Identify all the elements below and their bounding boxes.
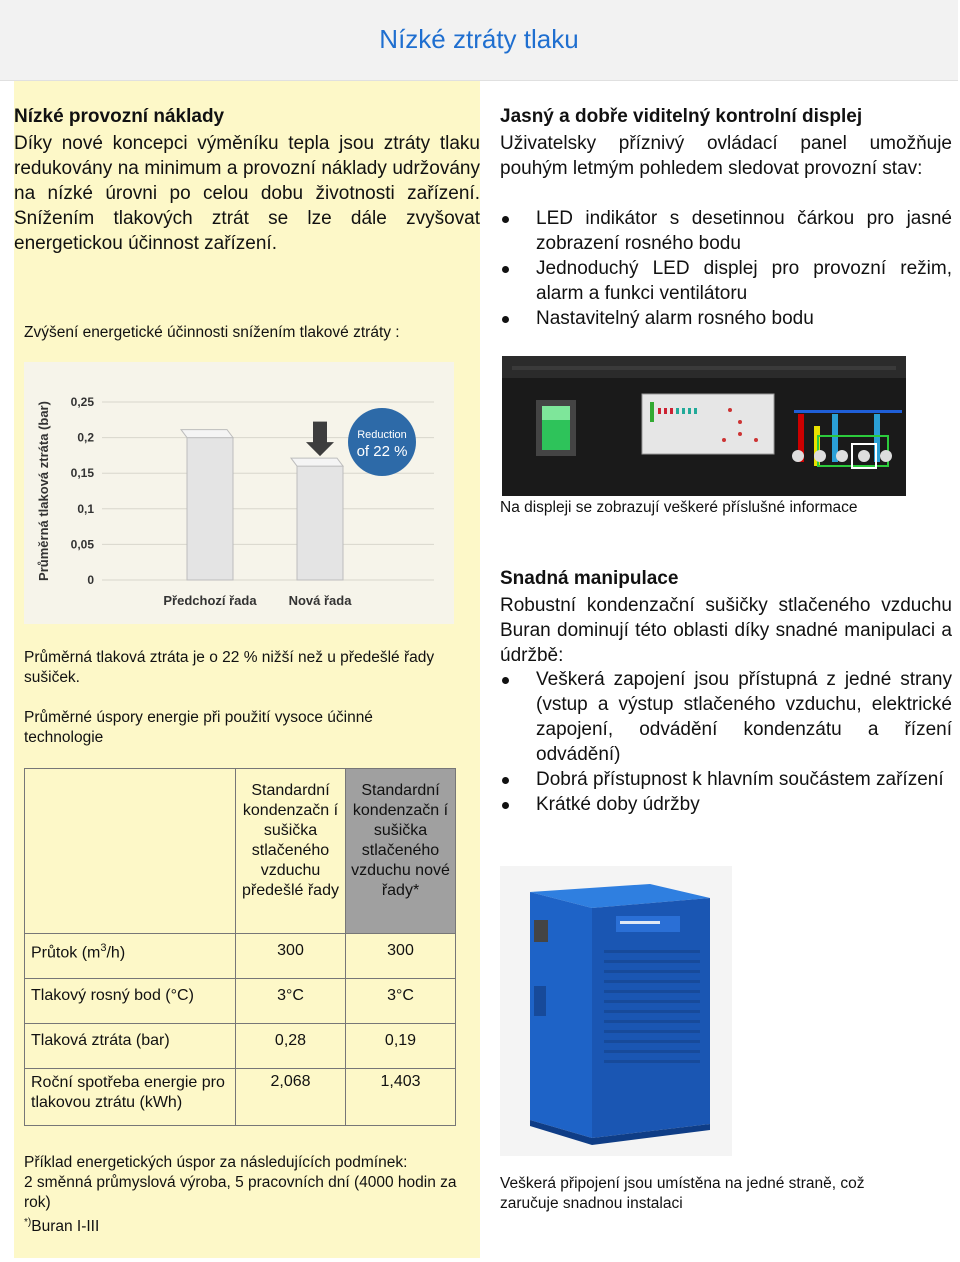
y-tick-label: 0,2 [77, 430, 94, 445]
value-flow-previous: 300 [236, 934, 346, 979]
control-panel-image [502, 356, 906, 496]
product-caption: Veškerá připojení jsou umístěna na jedné straně, což zaručuje snadnou instalaci [500, 1175, 865, 1212]
footnote-line1: Příklad energetických úspor za následujících podmínek: [24, 1154, 408, 1171]
display-heading: Jasný a dobře viditelný kontrolní displej [500, 106, 863, 127]
row-label-energy: Roční spotřeba energie pro tlakovou ztrátu (kWh) [25, 1069, 236, 1126]
value-pressure-drop-new: 0,19 [346, 1024, 456, 1069]
list-item: LED indikátor s desetinnou čárkou pro jasné zobrazení rosného bodu [500, 206, 952, 256]
list-item: Veškerá zapojení jsou přístupná z jedné strany (vstup a výstup stlačeného vzduchu, elektrické zapojení, odvádění kondenzátu a řízení odvádění) [500, 667, 952, 767]
table-row [25, 1069, 456, 1126]
left-heading: Nízké provozní náklady [14, 106, 225, 127]
reduction-badge-line2: of 22 % [356, 443, 408, 460]
y-tick-label: 0,1 [77, 501, 94, 516]
footnote [24, 1153, 469, 1237]
table-header-row [25, 769, 456, 934]
row-label-dewpoint: Tlakový rosný bod (°C) [25, 979, 236, 1024]
display-intro: Uživatelsky příznivý ovládací panel umožňuje pouhým letmým pohledem sledovat provozní stav: [500, 133, 952, 179]
value-energy-previous: 2,068 [236, 1069, 346, 1126]
bar-top [291, 458, 343, 466]
y-tick-label: 0,25 [70, 395, 94, 409]
left-intro: Díky nové koncepci výměníku tepla jsou ztráty tlaku redukovány na minimum a provozní náklady udržovány na nízké úrovni po celou dobu životnosti zařízení. Snížením tlakových ztrát se lze dále zvyšovat energetickou účinnost zařízení. [14, 133, 480, 254]
table-head-previous: Standardní kondenzačn í sušička stlačeného vzduchu předešlé řady [236, 769, 346, 934]
title-banner [0, 0, 958, 81]
bar [187, 438, 233, 580]
note-energy-savings: Průměrné úspory energie při použití vysoce účinné technologie [24, 709, 373, 746]
list-item: Jednoduchý LED displej pro provozní režim, alarm a funkci ventilátoru [500, 256, 952, 306]
reduction-badge-line1: Reduction [357, 429, 407, 441]
row-label-pressure-drop: Tlaková ztráta (bar) [25, 1024, 236, 1069]
display-caption: Na displeji se zobrazují veškeré příslušné informace [500, 499, 858, 516]
page-title: Nízké ztráty tlaku [379, 24, 579, 54]
x-category-label: Nová řada [288, 593, 352, 608]
value-dewpoint-previous: 3°C [236, 979, 346, 1024]
reduction-badge [348, 408, 416, 476]
table-row [25, 934, 456, 979]
list-item: Nastavitelný alarm rosného bodu [500, 306, 952, 331]
note-average-drop: Průměrná tlaková ztráta je o 22 % nižší než u předešlé řady sušiček. [24, 649, 435, 686]
table-head-new: Standardní kondenzačn í sušička stlačeného vzduchu nové řady* [346, 769, 456, 934]
bar-top [181, 430, 233, 438]
footnote-line3: *)Buran I-III [24, 1217, 100, 1236]
y-tick-label: 0,15 [70, 466, 94, 481]
footnote-line2: 2 směnná průmyslová výroba, 5 pracovních dní (4000 hodin za rok) [24, 1174, 457, 1211]
row-label-flow: Průtok $(m^3/h)$ [25, 934, 236, 979]
table-corner-cell [25, 769, 236, 934]
x-category-label: Předchozí řada [163, 593, 257, 608]
list-item: Dobrá přístupnost k hlavním součástem zařízení [500, 767, 952, 792]
table-row [25, 1024, 456, 1069]
handling-heading: Snadná manipulace [500, 568, 679, 589]
value-flow-new: 300 [346, 934, 456, 979]
y-axis-label: Průměrná tlaková ztráta (bar) [36, 401, 51, 581]
comparison-table [24, 768, 456, 1126]
value-energy-new: 1,403 [346, 1069, 456, 1126]
dryer-product-image [500, 866, 732, 1156]
list-item: Krátké doby údržby [500, 792, 952, 817]
value-pressure-drop-previous: 0,28 [236, 1024, 346, 1069]
reduction-arrow-shaft [313, 422, 327, 444]
y-tick-label: 0,05 [70, 537, 94, 552]
chart-caption: Zvýšení energetické účinnosti snížením tlakové ztráty : [24, 324, 400, 341]
display-bullets [500, 206, 952, 331]
bar [297, 466, 343, 580]
table-row [25, 979, 456, 1024]
y-tick-label: 0 [87, 573, 94, 587]
value-dewpoint-new: 3°C [346, 979, 456, 1024]
pressure-drop-chart [24, 362, 454, 624]
handling-intro: Robustní kondenzační sušičky stlačeného vzduchu Buran dominují této oblasti díky snadné manipulaci a údržbě: [500, 595, 952, 666]
handling-bullets [500, 667, 952, 817]
